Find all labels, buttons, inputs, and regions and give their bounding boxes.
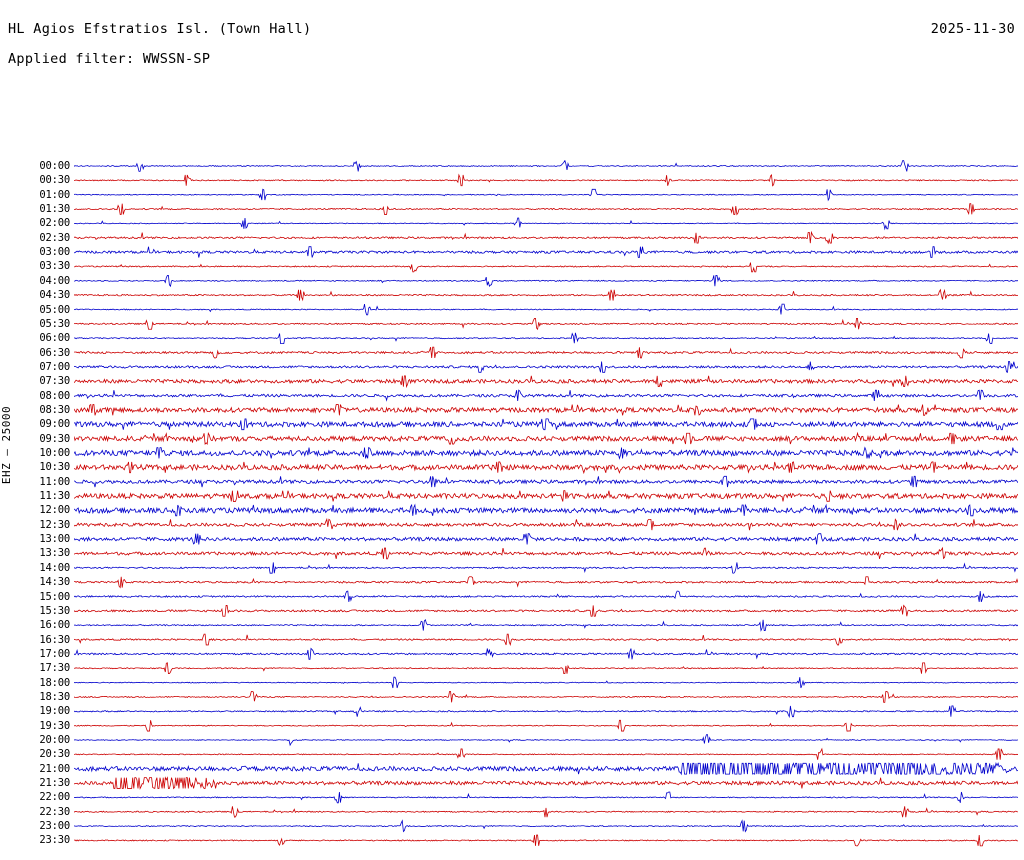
time-tick-label: 01:00 (39, 188, 70, 201)
seismic-trace (74, 677, 1018, 688)
time-tick-label: 09:00 (39, 418, 70, 431)
seismic-trace (74, 405, 1018, 416)
seismic-trace (74, 548, 1018, 559)
time-tick-label: 16:30 (39, 633, 70, 646)
time-tick-label: 06:00 (39, 332, 70, 345)
time-tick-label: 22:30 (39, 805, 70, 818)
seismic-trace (74, 290, 1018, 301)
y-axis-label (0, 405, 13, 485)
time-tick-label: 07:00 (39, 360, 70, 373)
time-tick-label: 16:00 (39, 619, 70, 632)
helicorder-plot (0, 80, 1024, 847)
time-tick-label: 11:30 (39, 490, 70, 503)
time-tick-label: 17:00 (39, 647, 70, 660)
seismic-trace (74, 649, 1018, 660)
time-tick-label: 00:00 (39, 160, 70, 172)
time-tick-label: 23:00 (39, 820, 70, 833)
seismic-trace (74, 835, 1018, 846)
seismic-trace (74, 491, 1018, 502)
seismic-trace (74, 247, 1018, 258)
time-tick-label: 19:00 (39, 705, 70, 718)
seismic-trace (74, 534, 1018, 545)
seismic-trace (74, 189, 1018, 200)
time-tick-label: 06:30 (39, 346, 70, 359)
seismic-trace (74, 562, 1018, 573)
time-tick-label: 01:30 (39, 203, 70, 216)
seismic-trace (74, 634, 1018, 645)
seismic-trace (74, 275, 1018, 286)
time-tick-label: 03:30 (39, 260, 70, 273)
seismic-trace (74, 362, 1018, 373)
time-tick-label: 00:30 (39, 174, 70, 187)
seismic-trace (74, 519, 1018, 530)
time-tick-label: 02:30 (39, 231, 70, 244)
seismic-trace (74, 204, 1018, 215)
time-tick-label: 18:30 (39, 690, 70, 703)
seismic-trace (74, 577, 1018, 588)
seismic-trace (74, 161, 1018, 172)
seismic-trace (74, 663, 1018, 674)
time-tick-label: 23:30 (39, 834, 70, 847)
y-axis-label-text: ΕΗΖ – 25000 (0, 405, 13, 485)
seismic-trace (74, 692, 1018, 703)
seismic-trace (74, 706, 1018, 717)
time-tick-label: 21:00 (39, 762, 70, 775)
time-tick-label: 02:00 (39, 217, 70, 230)
seismic-trace (74, 448, 1018, 459)
seismic-trace (74, 620, 1018, 631)
seismic-trace (74, 175, 1018, 186)
seismic-trace (74, 318, 1018, 329)
time-tick-label: 05:30 (39, 317, 70, 330)
seismic-trace (74, 720, 1018, 731)
time-tick-label: 07:30 (39, 375, 70, 388)
seismic-trace (74, 591, 1018, 602)
time-tick-label: 11:00 (39, 475, 70, 488)
time-tick-label: 03:00 (39, 246, 70, 259)
time-tick-label: 05:00 (39, 303, 70, 316)
time-tick-label: 04:30 (39, 289, 70, 302)
time-tick-label: 10:00 (39, 447, 70, 459)
time-tick-label: 14:00 (39, 561, 70, 574)
seismic-trace (74, 821, 1018, 832)
time-tick-label: 12:30 (39, 518, 70, 531)
seismic-trace (74, 462, 1018, 473)
seismic-trace (74, 735, 1018, 745)
seismic-trace (74, 304, 1018, 315)
time-tick-label: 13:30 (39, 547, 70, 560)
time-tick-label: 10:30 (39, 461, 70, 474)
seismic-trace (74, 218, 1018, 229)
page-title: HL Agios Efstratios Isl. (Town Hall) (8, 21, 312, 37)
seismic-trace (74, 505, 1018, 516)
seismic-trace (74, 232, 1018, 243)
seismic-trace (74, 476, 1018, 487)
seismic-trace (74, 806, 1018, 817)
chart-header (0, 0, 1024, 76)
time-tick-label: 19:30 (39, 719, 70, 732)
seismic-trace (74, 347, 1018, 358)
time-tick-label: 13:00 (39, 533, 70, 546)
time-tick-label: 15:00 (39, 590, 70, 603)
trace-svg (74, 160, 1018, 860)
time-tick-label: 14:30 (39, 576, 70, 589)
record-date: 2025-11-30 (930, 21, 1015, 37)
time-tick-label: 15:30 (39, 604, 70, 617)
time-tick-label: 09:30 (39, 432, 70, 445)
seismic-trace (74, 792, 1018, 803)
time-tick-label: 18:00 (39, 676, 70, 689)
seismic-trace (74, 605, 1018, 616)
seismic-trace (74, 333, 1018, 344)
filter-label: Applied filter: WWSSN-SP (8, 51, 211, 67)
seismic-trace (74, 390, 1018, 401)
seismic-trace (74, 419, 1018, 430)
y-axis-tick-labels (24, 160, 70, 860)
seismic-trace (74, 376, 1018, 387)
seismic-trace (74, 263, 1018, 272)
seismic-trace (74, 778, 1018, 789)
seismic-trace (74, 433, 1018, 444)
trace-container (74, 160, 1018, 860)
time-tick-label: 20:30 (39, 748, 70, 761)
time-tick-label: 22:00 (39, 791, 70, 804)
time-tick-label: 21:30 (39, 777, 70, 790)
time-tick-label: 04:00 (39, 274, 70, 287)
seismic-trace (74, 763, 1018, 774)
time-tick-label: 08:30 (39, 403, 70, 416)
time-tick-label: 08:00 (39, 389, 70, 402)
seismic-trace (74, 749, 1018, 760)
time-tick-label: 20:00 (39, 734, 70, 746)
time-tick-label: 17:30 (39, 662, 70, 675)
time-tick-label: 12:00 (39, 504, 70, 517)
